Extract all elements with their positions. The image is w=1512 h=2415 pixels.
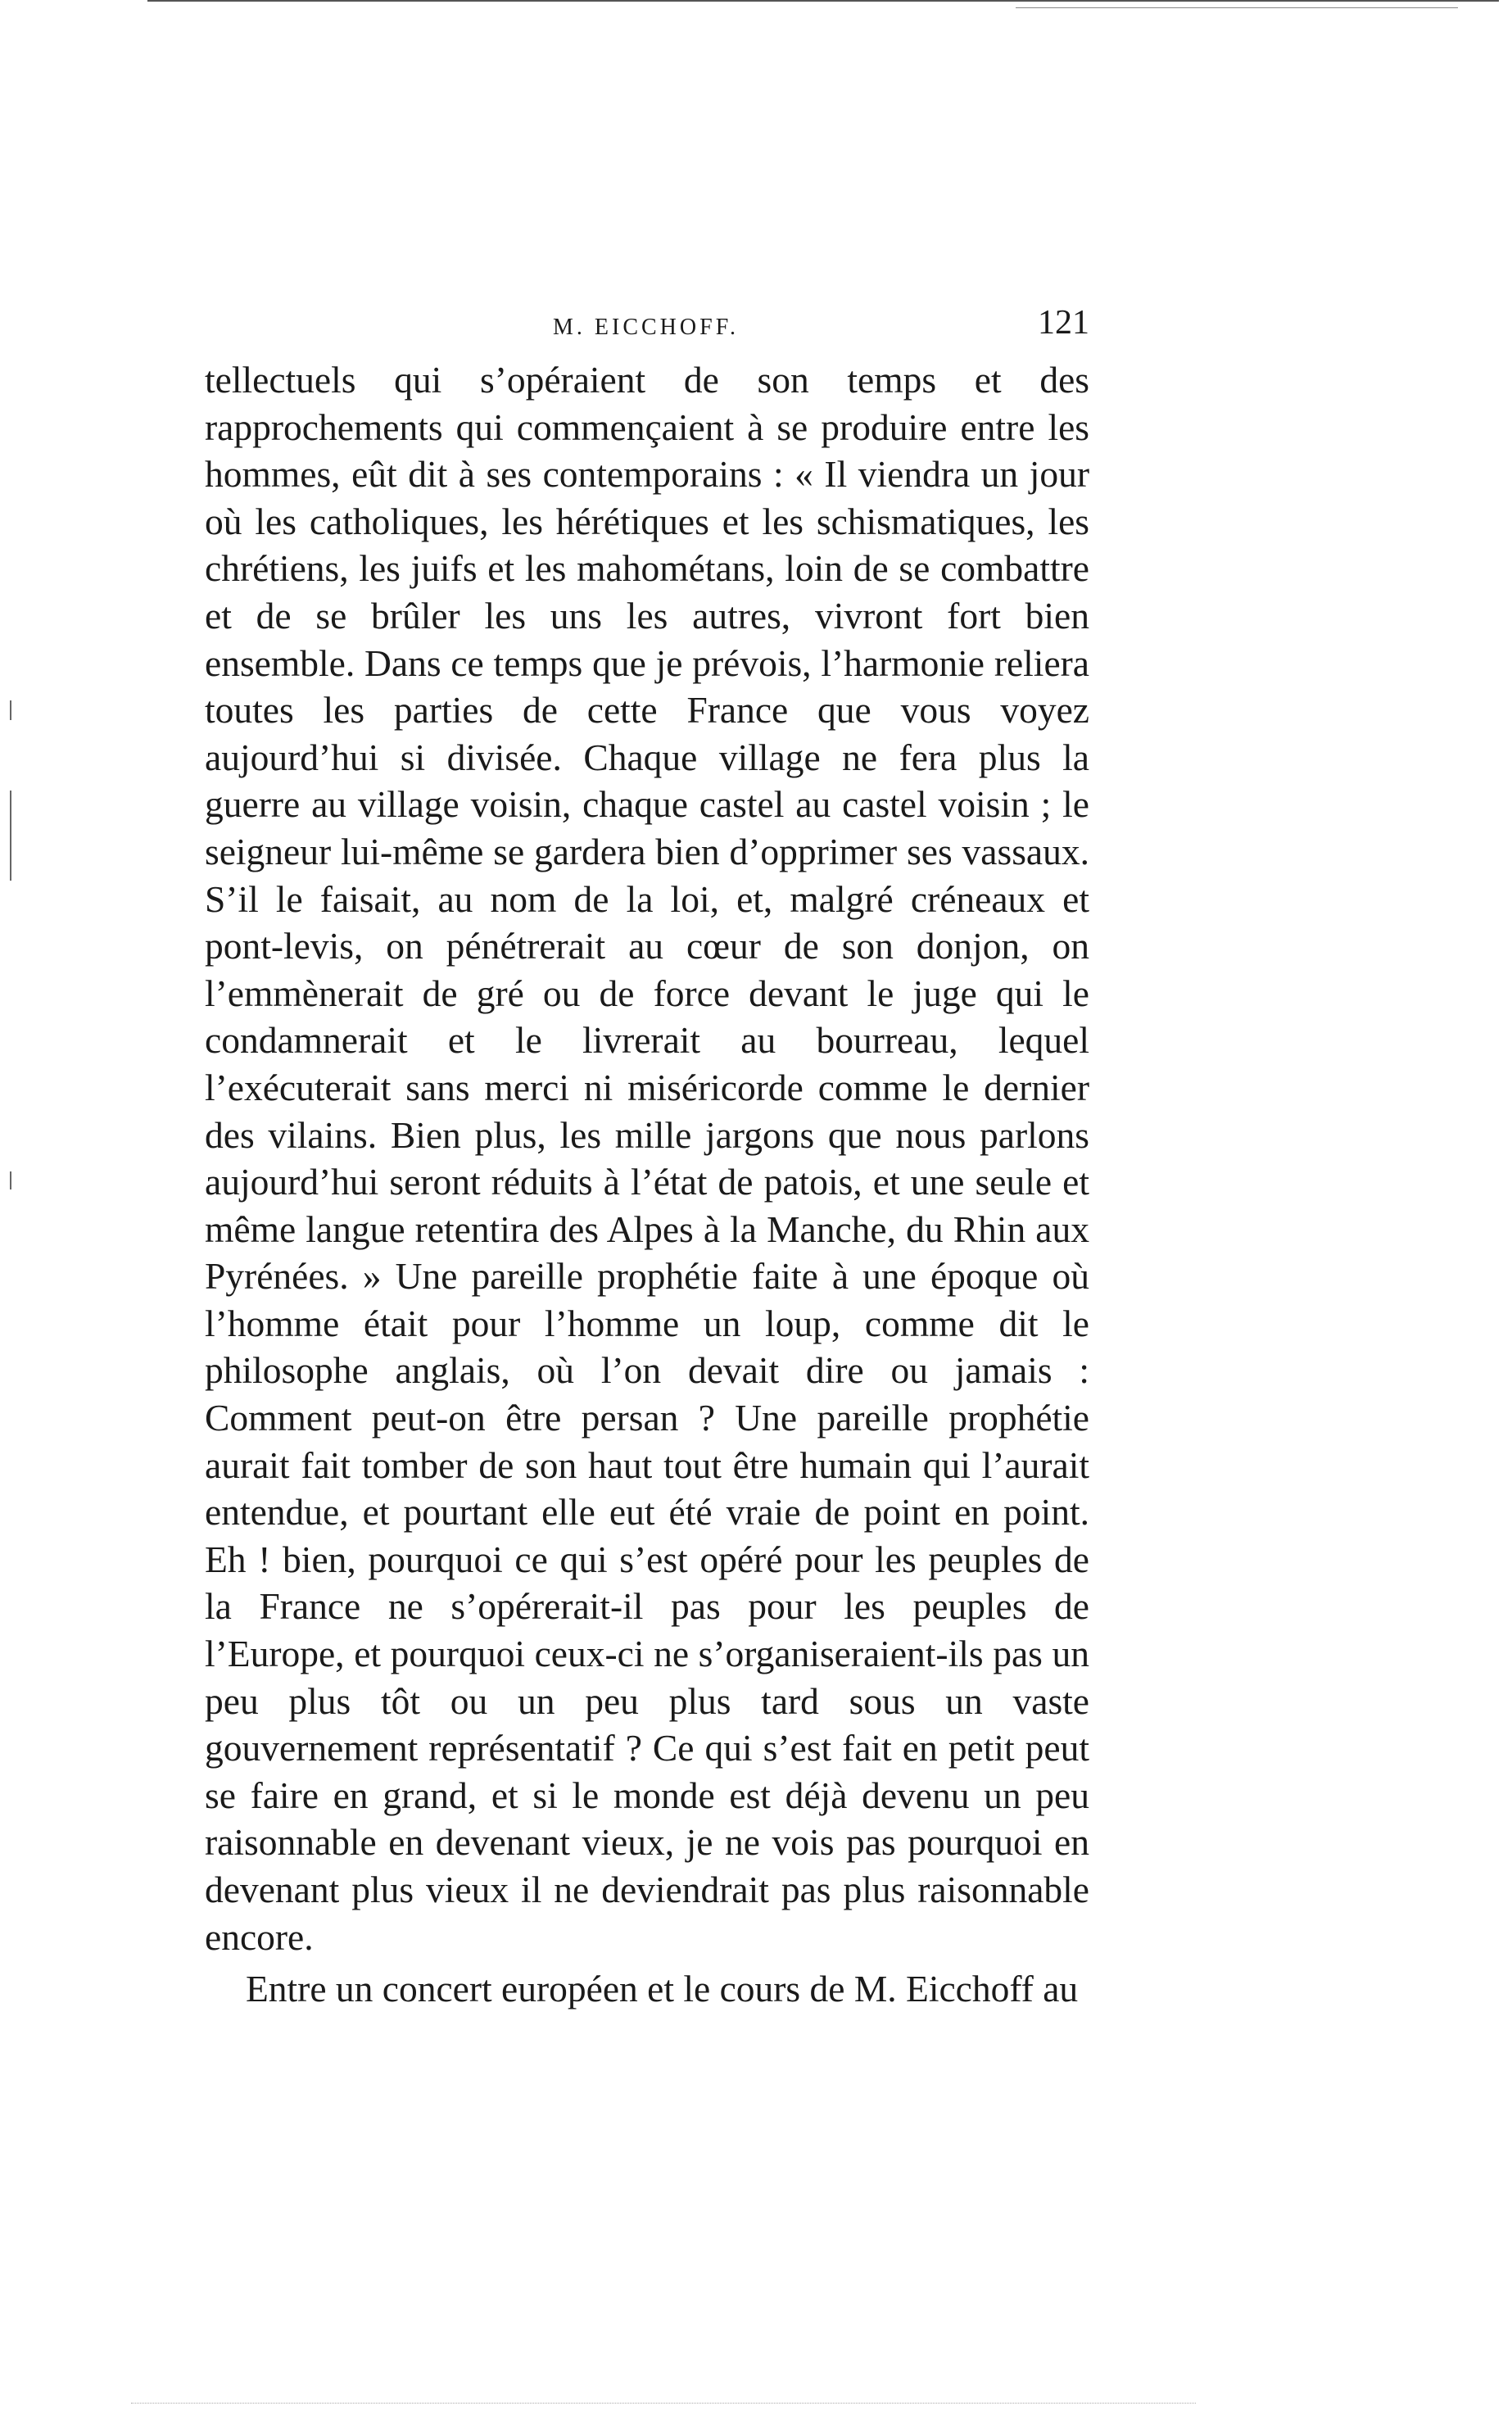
top-edge-rule — [147, 0, 1499, 2]
top-edge-rule-secondary — [1016, 7, 1458, 8]
margin-mark — [10, 700, 11, 720]
paragraph: tellectuels qui s’opéraient de son temps et des rapprochements qui commençaient à se produire entre les hommes, eût dit à ses contemporains : « Il viendra un jour où les catholiques, les hérétiques et les schismatiques, les chrétiens, les juifs et les mahométans, loin de se combattre et de se brûler les uns les autres, vivront fort bien ensemble. Dans ce temps que je prévois, l’harmonie reliera toutes les parties de cette France que vous voyez aujourd’hui si divisée. Chaque village ne fera plus la guerre au village voisin, chaque castel au castel voisin ; le seigneur lui-même se gardera bien d’opprimer ses vassaux. S’il le faisait, au nom de la loi, et, malgré créneaux et pont-levis, on pénétrerait au cœur de son donjon, on l’emmènerait de gré ou de force devant le juge qui le condamnerait et le livrerait au bourreau, lequel l’exécuterait sans merci ni miséricorde comme le dernier des vilains. Bien plus, les mille jargons que nous parlons aujourd’hui seront réduits à l’état de patois, et une seule et même langue retentira des Alpes à la Manche, du Rhin aux Pyrénées. » Une pareille prophétie faite à une époque où l’homme était pour l’homme un loup, comme dit le philosophe anglais, où l’on devait dire ou jamais : Comment peut-on être persan ? Une pareille prophétie aurait fait tomber de son haut tout être humain qui l’aurait entendue, et pourtant elle eut été vraie de point en point. Eh ! bien, pourquoi ce qui s’est opéré pour les peuples de la France ne s’opérerait-il pas pour les peuples de l’Europe, et pourquoi ceux-ci ne s’organiseraient-ils pas un peu plus tôt ou un peu plus tard sous un vaste gouvernement représentatif ? Ce qui s’est fait en petit peut se faire en grand, et si le monde est déjà devenu un peu raisonnable en devenant vieux, je ne vois pas pourquoi en devenant plus vieux il ne deviendrait pas plus raisonnable encore. — [205, 359, 1089, 1958]
bottom-edge-rule — [131, 2403, 1196, 2404]
page-body — [205, 356, 1089, 2013]
page-number: 121 — [1038, 304, 1089, 342]
margin-mark — [10, 791, 11, 881]
paragraph: Entre un concert européen et le cours de M. Eicchoff au — [246, 1968, 1079, 2010]
page-header — [205, 303, 1089, 352]
margin-mark — [10, 1171, 11, 1189]
running-head: M. EICCHOFF. — [553, 315, 740, 340]
